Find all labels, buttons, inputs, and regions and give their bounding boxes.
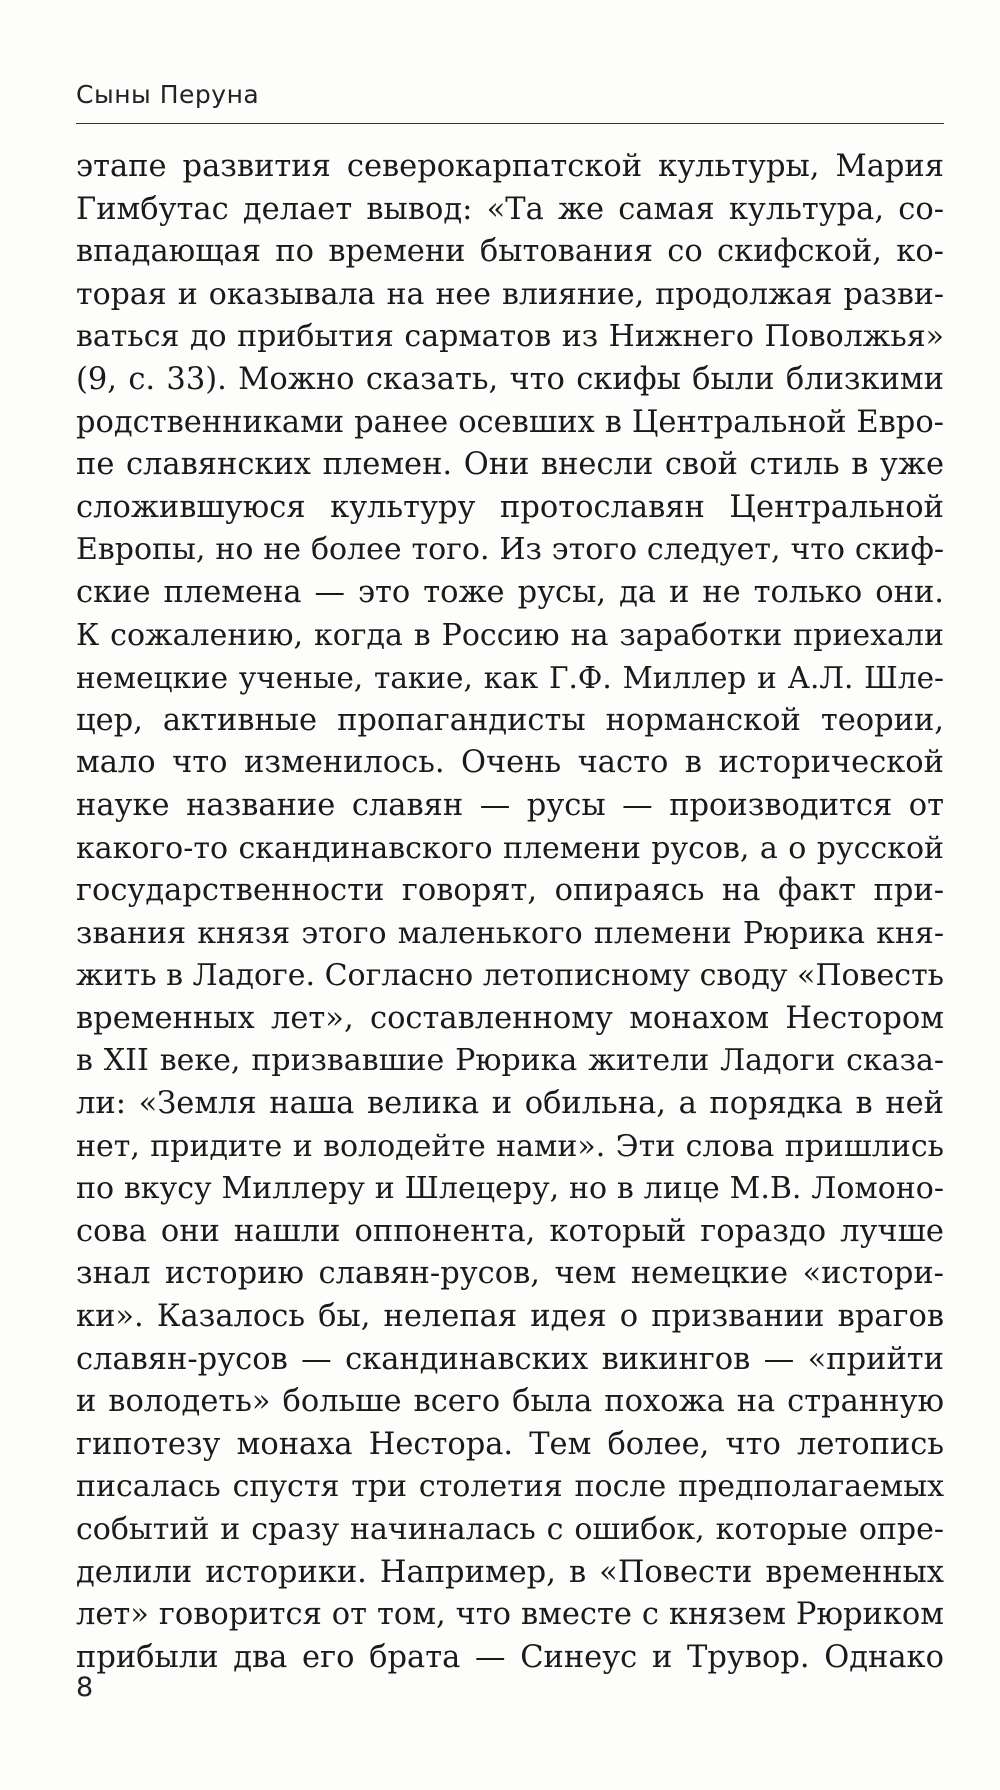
text-line: этапе развития северокарпатской культуры, Мария [76,149,944,184]
text-line: знал историю славян-русов, чем немецкие «истори- [76,1256,944,1292]
text-line: временных лет», составленному монахом Нестором [76,1000,944,1036]
text-line: ские племена — это тоже русы, да и не только они. [76,574,944,610]
text-line: Европы, но не более того. Из этого следует, что скиф- [76,532,944,568]
body-text [76,146,944,1679]
text-line: в XII веке, призвавшие Рюрика жители Ладоги сказа- [76,1043,944,1079]
text-line: (9, с. 33). Можно сказать, что скифы были близкими [76,361,944,397]
text-line: немецкие ученые, такие, как Г.Ф. Миллер и А.Л. Шле- [76,661,944,696]
text-line: сова они нашли оппонента, который гораздо лучше [76,1213,944,1249]
text-line: ваться до прибытия сарматов из Нижнего Поволжья» [76,319,944,355]
text-line: и володеть» больше всего была похожа на странную [76,1384,944,1420]
text-line: родственниками ранее осевших в Центральной Евро- [76,404,944,440]
page-number: 8 [76,1672,94,1703]
header-rule [76,123,944,124]
running-head-title: Сыны Перуна [76,80,260,109]
text-line: Гимбутас делает вывод: «Та же самая культура, со- [76,191,944,227]
text-line: ли: «Земля наша велика и обильна, а порядка в ней [76,1086,944,1122]
text-line: какого-то скандинавского племени русов, а о русской [76,830,944,866]
text-line: по вкусу Миллеру и Шлецеру, но в лице М.В. Ломоно- [76,1171,944,1207]
text-line: К сожалению, когда в Россию на заработки приехали [76,617,944,653]
text-line: славян-русов — скандинавских викингов — «прийти [76,1341,944,1377]
text-line: впадающая по времени бытования со скифской, ко- [76,234,944,270]
text-line: гипотезу монаха Нестора. Тем более, что летопись [76,1426,944,1462]
text-line: торая и оказывала на нее влияние, продолжая разви- [76,276,944,312]
text-line: ки». Казалось бы, нелепая идея о призвании врагов [76,1299,944,1335]
text-line: писалась спустя три столетия после предполагаемых [76,1469,944,1505]
text-line: жить в Ладоге. Согласно летописному своду «Повесть [76,958,944,994]
text-line: науке название славян — русы — производится от [76,787,944,823]
text-line: сложившуюся культуру протославян Центральной [76,489,944,525]
text-line: лет» говорится от том, что вместе с князем Рюриком [76,1597,944,1633]
text-line: звания князя этого маленького племени Рюрика кня- [76,915,944,951]
text-line: цер, активные пропагандисты норманской теории, [76,702,944,738]
text-line: мало что изменилось. Очень часто в исторической [76,745,944,781]
text-line: нет, придите и володейте нами». Эти слова пришлись [76,1128,944,1164]
text-line: прибыли два его брата — Синеус и Трувор. Однако [76,1639,944,1675]
text-line: государственности говорят, опираясь на факт при- [76,873,944,909]
text-line: делили историки. Например, в «Повести временных [76,1554,944,1590]
text-line: пе славянских племен. Они внесли свой стиль в уже [76,447,944,483]
text-line: событий и сразу начиналась с ошибок, которые опре- [76,1512,944,1547]
